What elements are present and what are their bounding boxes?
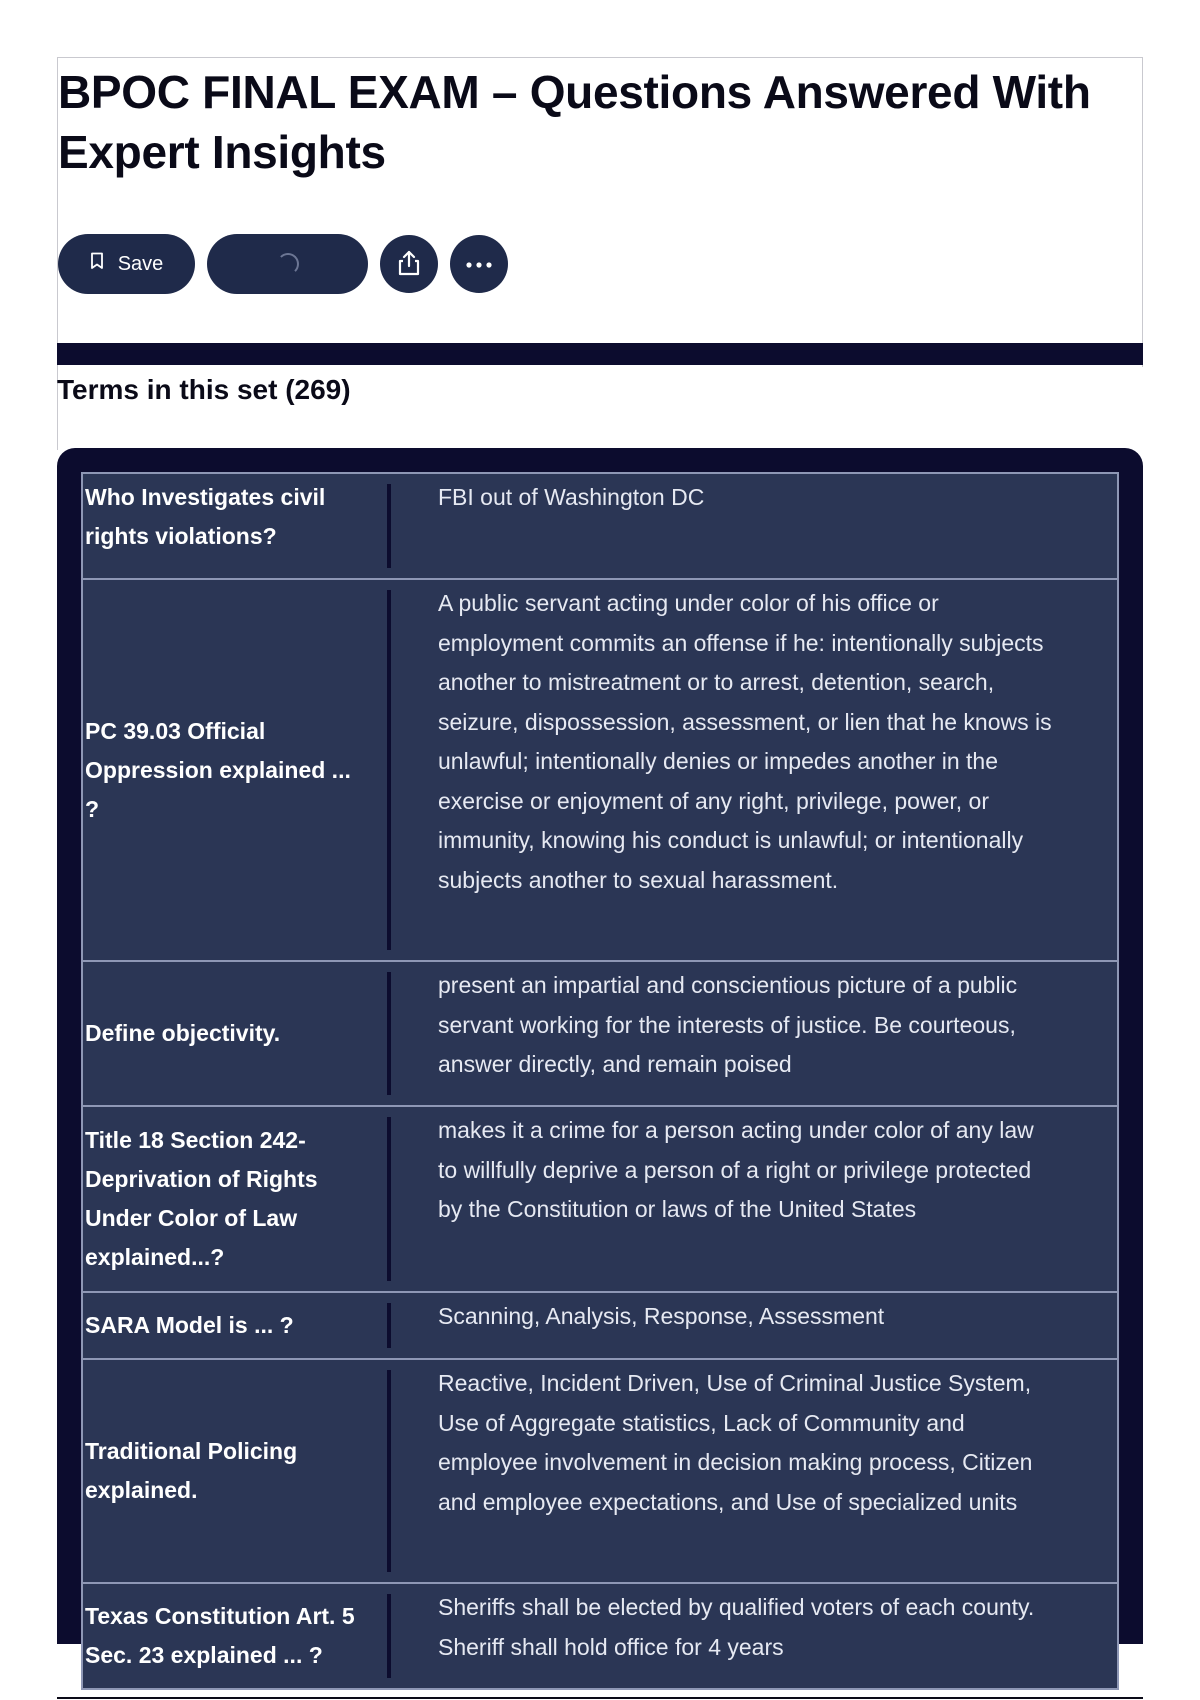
save-button[interactable]: [58, 234, 195, 294]
save-button-label: Save: [117, 252, 164, 275]
bookmark-icon: [90, 252, 104, 276]
table-row: [82, 473, 1118, 579]
loading-spinner-icon: [277, 253, 299, 275]
table-row: [82, 1583, 1118, 1689]
header-divider: [57, 343, 1143, 365]
loading-button[interactable]: [207, 234, 368, 294]
table-row: [82, 579, 1118, 961]
term-cell: Who Investigates civil rights violations?: [82, 473, 391, 579]
terms-count-heading: Terms in this set (269): [57, 374, 351, 405]
term-cell: Title 18 Section 242- Deprivation of Rights Under Color of Law explained...?: [82, 1106, 391, 1292]
term-cell: SARA Model is ... ?: [82, 1292, 391, 1359]
table-row: [82, 961, 1118, 1106]
footer-divider: [57, 1697, 1143, 1699]
share-icon: [396, 249, 422, 280]
page-title: BPOC FINAL EXAM – Questions Answered With Expert Insights: [58, 66, 1091, 178]
table-row: [82, 1292, 1118, 1359]
definition-cell: Sheriffs shall be elected by qualified voters of each county. Sheriff shall hold office for 4 years: [391, 1583, 1118, 1689]
terms-table: [81, 472, 1119, 1690]
definition-cell: makes it a crime for a person acting under color of any law to willfully deprive a person of a right or privilege protected by the Constitution or laws of the United States: [391, 1106, 1118, 1292]
terms-panel: [57, 448, 1143, 1668]
term-cell: Define objectivity.: [82, 961, 391, 1106]
definition-cell: Scanning, Analysis, Response, Assessment: [391, 1292, 1118, 1359]
table-row: [82, 1106, 1118, 1292]
set-header: [57, 57, 1143, 367]
action-bar: [58, 234, 508, 294]
term-cell: Texas Constitution Art. 5 Sec. 23 explained ... ?: [82, 1583, 391, 1689]
definition-cell: Reactive, Incident Driven, Use of Criminal Justice System, Use of Aggregate statistics, Lack of Community and employee involvement in decision making process, Citizen and employee expectations, and Use of specialized units: [391, 1359, 1118, 1583]
term-cell: Traditional Policing explained.: [82, 1359, 391, 1583]
more-icon: [465, 257, 493, 272]
definition-cell: FBI out of Washington DC: [391, 473, 1118, 579]
share-button[interactable]: [380, 235, 438, 293]
definition-cell: present an impartial and conscientious picture of a public servant working for the interests of justice. Be courteous, answer directly, and remain poised: [391, 961, 1118, 1106]
table-row: [82, 1359, 1118, 1583]
definition-cell: A public servant acting under color of his office or employment commits an offense if he: intentionally subjects another to mistreatment or to arrest, detention, search, seizure, dispossession, assessment, or lien that he knows is unlawful; intentionally denies or impedes another in the exercise or enjoyment of any right, privilege, power, or immunity, knowing his conduct is unlawful; or intentionally subjects another to sexual harassment.: [391, 579, 1118, 961]
term-cell: PC 39.03 Official Oppression explained ... ?: [82, 579, 391, 961]
more-options-button[interactable]: [450, 235, 508, 293]
